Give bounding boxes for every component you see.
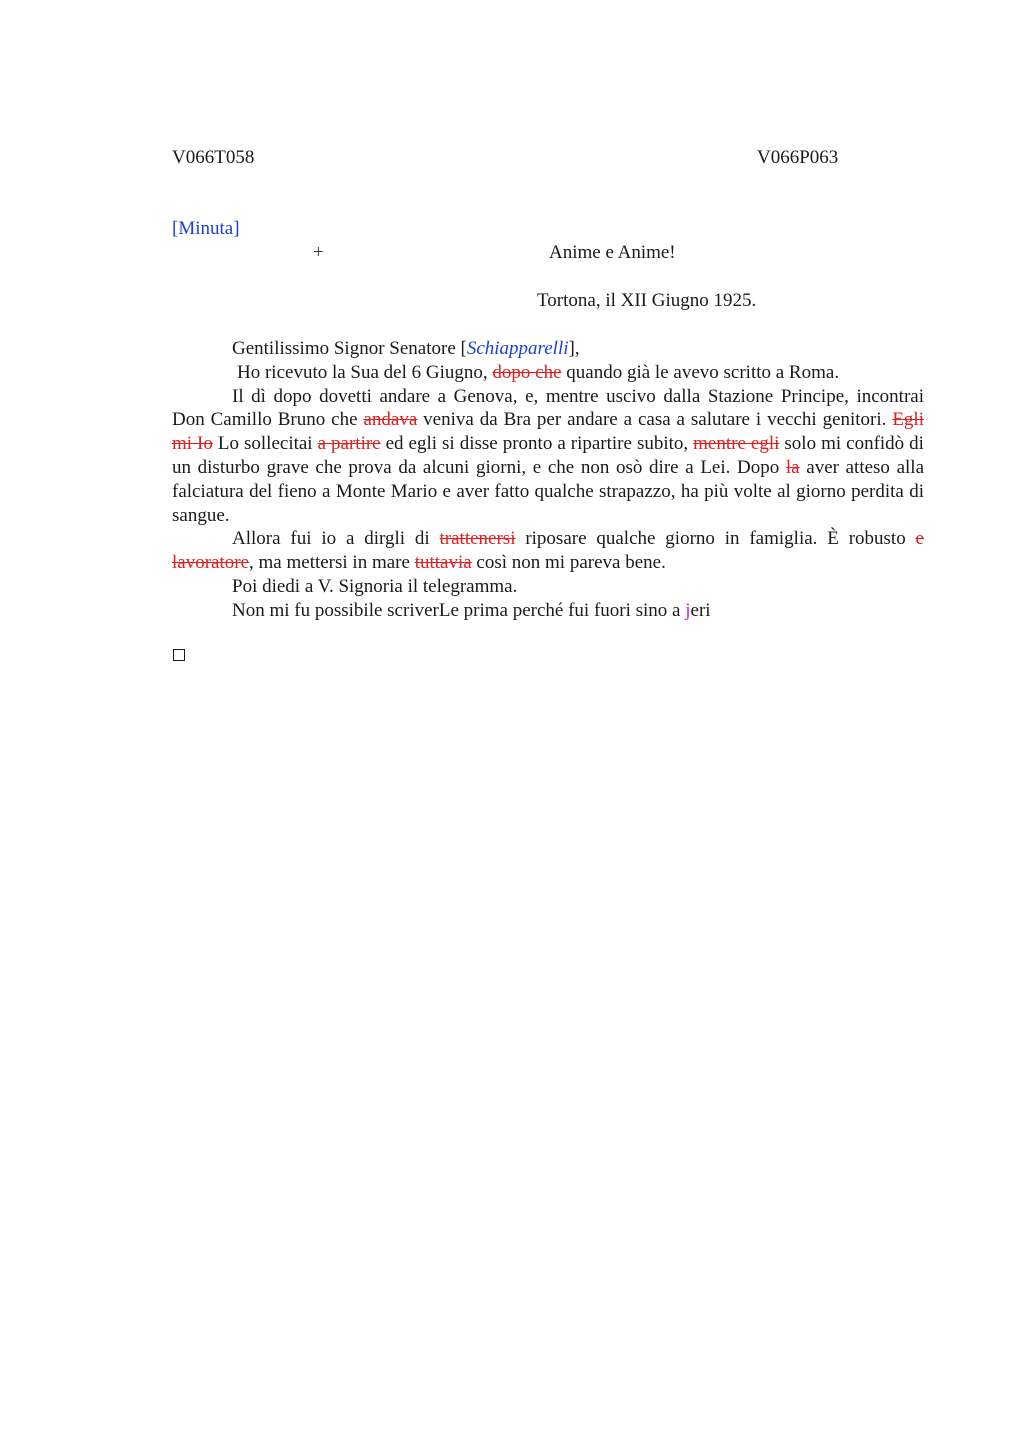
text-run: Lo sollecitai [212,433,318,455]
paragraph-4 [172,575,924,599]
corrected-letter: j [685,599,691,621]
motto: Anime e Anime! [549,242,676,263]
editorial-name: Schiapparelli [466,338,569,359]
editorial-bracket-close: ] [568,338,575,359]
text-run: solo mi confidò di un disturbo grave che prova da alcuni giorni, e che non osò dire a Lei. Dopo [172,433,924,478]
document-code-right: V066P063 [757,147,839,168]
text-run: veniva da Bra per andare a casa a salutare i vecchi genitori. [417,409,893,431]
text-run: aver atteso alla falciatura del fieno a Monte Mario e aver fatto qualche strapazzo, ha più volte al giorno perdita di sangue. [172,456,925,526]
document-code-left: V066T058 [172,147,255,168]
deleted-text: e lavoratore [172,528,924,574]
deleted-text: Egli mi Io [172,409,924,455]
paragraph-3 [172,527,924,575]
deleted-text: a partire [317,433,381,455]
cross-symbol: + [313,242,324,263]
deleted-text: dopo che [492,361,562,383]
salutation-text: Gentilissimo Signor Senatore [232,338,461,359]
minuta-label: [Minuta] [172,218,240,239]
text-run: così non mi pareva bene. [471,552,666,574]
letter-body [172,337,924,623]
text-run: ed egli si disse pronto a ripartire subito, [380,433,694,455]
text-run: , ma mettersi in mare [249,552,415,574]
deleted-text: la [785,456,800,478]
salutation [172,337,924,361]
paragraph-2 [172,385,924,528]
deleted-text: andava [363,409,418,431]
deleted-text: mentre egli [693,433,780,455]
dateline: Tortona, il XII Giugno 1925. [537,290,757,311]
text-run: Poi diedi a V. Signoria il telegramma. [232,575,518,597]
paragraph-5 [172,599,924,623]
text-run: riposare qualche giorno in famiglia. È robusto [515,528,916,550]
text-run: Il dì dopo dovetti andare a Genova, e, mentre uscivo dalla Stazione Principe, incontrai Don Camillo Bruno che [172,385,924,431]
text-run: Non mi fu possibile scriverLe prima perché fui fuori sino a [232,599,686,621]
text-run: Allora fui io a dirgli di [232,528,440,550]
deleted-text: tuttavia [414,552,472,574]
deleted-text: trattenersi [439,528,516,550]
end-square-icon [173,649,185,661]
salutation-comma: , [574,338,580,359]
text-run: quando già le avevo scritto a Roma. [561,361,840,383]
text-run: eri [690,599,711,621]
paragraph-1 [172,361,924,385]
text-run: Ho ricevuto la Sua del 6 Giugno, [237,361,493,383]
editorial-bracket-open: [ [460,338,467,359]
